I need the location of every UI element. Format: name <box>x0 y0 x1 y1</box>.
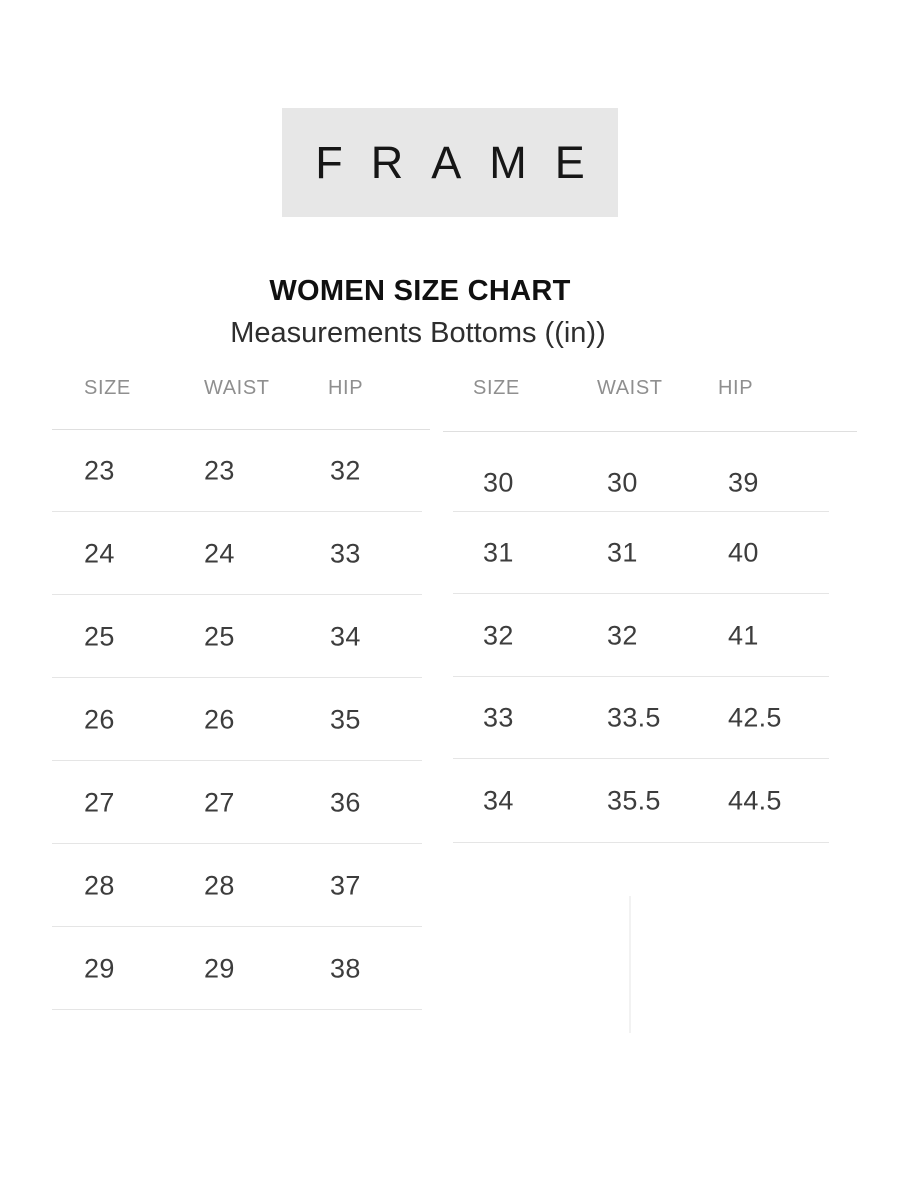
table-body <box>443 431 857 843</box>
brand-logo-text: FRAME <box>315 136 613 188</box>
table-cell: 34 <box>483 785 514 816</box>
table-header-row <box>443 370 857 429</box>
table-cell: 33.5 <box>607 702 661 733</box>
table-cell: 44.5 <box>728 785 782 816</box>
table-cell: 27 <box>84 787 115 817</box>
table-row <box>443 677 857 759</box>
table-cell: 33 <box>483 702 514 733</box>
table-cell: 34 <box>330 621 361 651</box>
table-cell: 35 <box>330 704 361 734</box>
table-cell: 31 <box>607 537 638 568</box>
table-cell: 28 <box>84 870 115 900</box>
table-cell: 32 <box>330 455 361 485</box>
table-row <box>52 678 430 761</box>
table-row <box>443 431 857 512</box>
column-header-waist: WAIST <box>597 377 663 399</box>
table-row <box>52 844 430 927</box>
column-header-hip: HIP <box>718 377 754 399</box>
table-row <box>443 512 857 594</box>
column-header-hip: HIP <box>328 377 364 399</box>
table-cell: 42.5 <box>728 702 782 733</box>
table-header-row <box>52 370 430 429</box>
table-cell: 26 <box>204 704 235 734</box>
row-divider <box>52 1009 422 1010</box>
table-row <box>52 927 430 1010</box>
table-row <box>443 759 857 843</box>
table-cell: 23 <box>84 455 115 485</box>
table-cell: 24 <box>204 538 235 568</box>
table-cell: 36 <box>330 787 361 817</box>
table-cell: 32 <box>483 620 514 650</box>
table-row <box>52 429 430 512</box>
table-row <box>443 594 857 677</box>
column-header-size: SIZE <box>473 377 520 399</box>
table-cell: 29 <box>84 953 115 983</box>
brand-logo <box>282 108 618 217</box>
table-row <box>52 512 430 595</box>
table-cell: 32 <box>607 620 638 650</box>
page-subtitle: Measurements Bottoms ((in)) <box>230 317 606 349</box>
table-cell: 30 <box>607 467 638 497</box>
table-cell: 39 <box>728 467 759 497</box>
table-cell: 23 <box>204 455 235 485</box>
table-body <box>52 429 430 1010</box>
table-cell: 28 <box>204 870 235 900</box>
table-cell: 26 <box>84 704 115 734</box>
table-row <box>52 595 430 678</box>
table-cell: 37 <box>330 870 361 900</box>
table-cell: 27 <box>204 787 235 817</box>
table-row <box>52 761 430 844</box>
table-cell: 30 <box>483 467 514 497</box>
table-cell: 29 <box>204 953 235 983</box>
table-cell: 31 <box>483 537 514 568</box>
table-cell: 35.5 <box>607 785 661 816</box>
table-cell: 38 <box>330 953 361 983</box>
table-cell: 40 <box>728 537 759 568</box>
table-cell: 33 <box>330 538 361 568</box>
table-cell: 25 <box>84 621 115 651</box>
vertical-divider <box>629 896 631 1033</box>
table-cell: 24 <box>84 538 115 568</box>
table-cell: 41 <box>728 620 759 650</box>
page-title: WOMEN SIZE CHART <box>269 275 571 307</box>
table-cell: 25 <box>204 621 235 651</box>
row-divider <box>453 842 829 843</box>
column-header-waist: WAIST <box>204 377 270 399</box>
column-header-size: SIZE <box>84 377 131 399</box>
